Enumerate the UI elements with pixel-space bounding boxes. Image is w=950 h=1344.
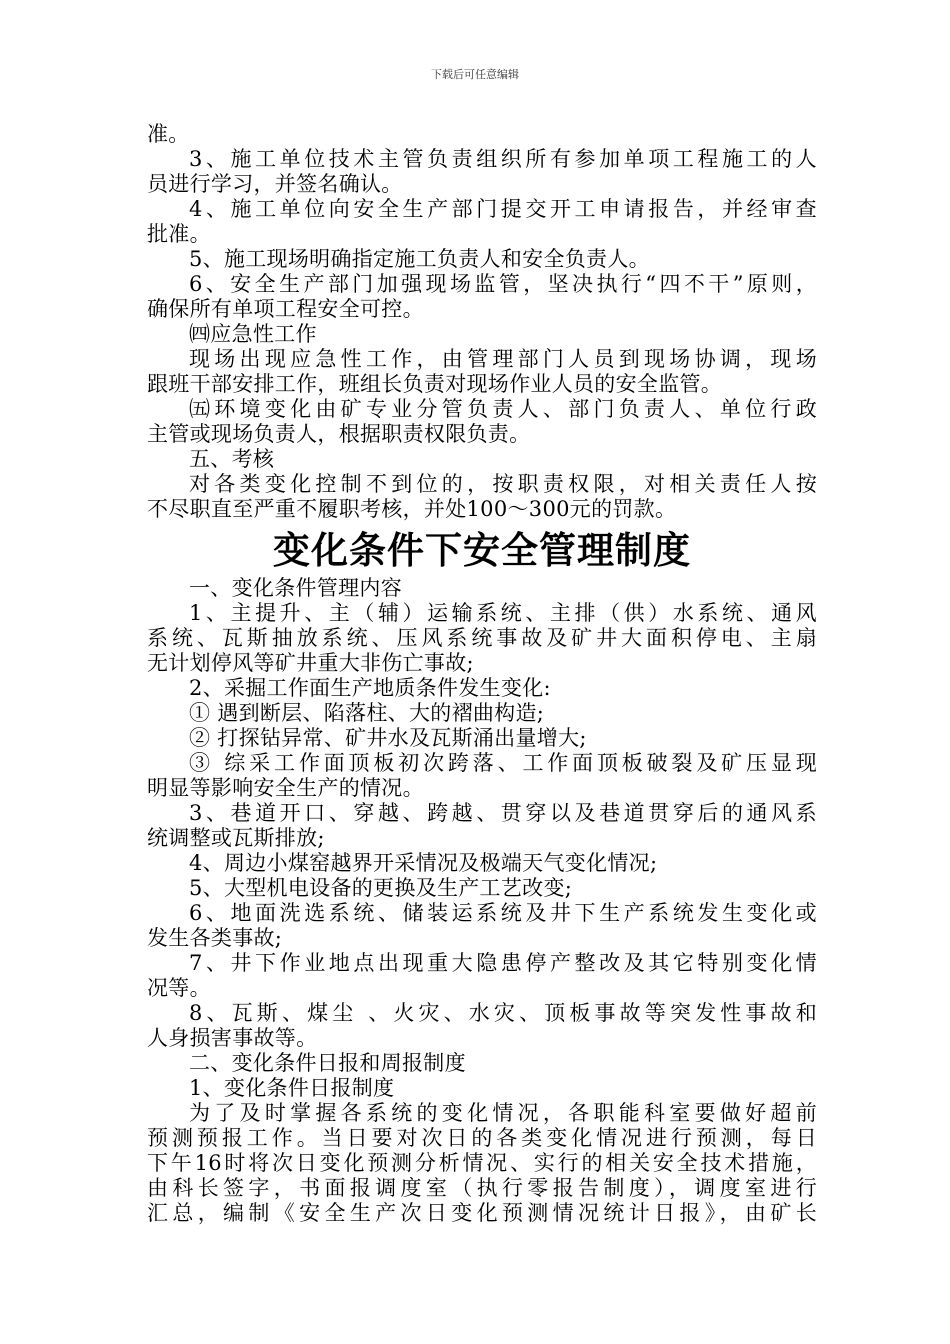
text-line: ㈣应急性工作 — [189, 322, 317, 346]
text-line: 一、变化条件管理内容 — [189, 576, 402, 600]
text-line: 6、安全生产部门加强现场监管，坚决执行“四不干”原则， — [189, 272, 817, 296]
text-line: 二、变化条件日报和周报制度 — [189, 1051, 466, 1075]
text-line: 5、大型机电设备的更换及生产工艺改变; — [189, 876, 573, 900]
document-body — [147, 122, 817, 1226]
text-line: 3、施工单位技术主管负责组织所有参加单项工程施工的人 — [189, 147, 817, 171]
text-line: 系统、瓦斯抽放系统、压风系统事故及矿井大面积停电、主扇 — [147, 626, 817, 650]
header-note: 下载后可任意编辑 — [431, 68, 519, 81]
text-line: 7、井下作业地点出现重大隐患停产整改及其它特别变化情 — [189, 951, 817, 975]
text-line: 由科长签字，书面报调度室（执行零报告制度），调度室进行 — [147, 1176, 817, 1200]
text-line: 对各类变化控制不到位的，按职责权限，对相关责任人按 — [189, 472, 817, 496]
text-line: 现场出现应急性工作，由管理部门人员到现场协调，现场 — [189, 347, 817, 371]
text-line: 1、主提升、主（辅）运输系统、主排（供）水系统、通风 — [189, 601, 817, 625]
text-line: 预测预报工作。当日要对次日的各类变化情况进行预测，每日 — [147, 1126, 817, 1150]
text-line: 批准。 — [147, 222, 211, 246]
text-line: 3、巷道开口、穿越、跨越、贯穿以及巷道贯穿后的通风系 — [189, 801, 817, 825]
document-title: 变化条件下安全管理制度 — [273, 529, 691, 572]
text-line: 明显等影响安全生产的情况。 — [147, 776, 424, 800]
text-line: 主管或现场负责人，根据职责权限负责。 — [147, 422, 531, 446]
text-line: 况等。 — [147, 976, 211, 1000]
section-before-title — [147, 122, 817, 522]
text-line: 无计划停风等矿井重大非伤亡事故; — [147, 651, 474, 675]
text-line: 1、变化条件日报制度 — [189, 1076, 395, 1100]
text-line: ① 遇到断层、陷落柱、大的褶曲构造; — [189, 701, 545, 725]
text-line: 6、地面洗选系统、储装运系统及井下生产系统发生变化或 — [189, 901, 817, 925]
text-line: ㈤环境变化由矿专业分管负责人、部门负责人、单位行政 — [189, 397, 817, 421]
text-line: 五、考核 — [189, 447, 275, 471]
text-line: 发生各类事故; — [147, 926, 283, 950]
text-line: ② 打探钻异常、矿井水及瓦斯涌出量增大; — [189, 726, 587, 750]
text-line: 4、周边小煤窑越界开采情况及极端天气变化情况; — [189, 851, 658, 875]
text-line: 2、采掘工作面生产地质条件发生变化: — [189, 676, 551, 700]
text-line: ③ 综采工作面顶板初次跨落、工作面顶板破裂及矿压显现 — [189, 751, 817, 775]
text-line: 确保所有单项工程安全可控。 — [147, 297, 424, 321]
text-line: 准。 — [147, 122, 190, 146]
text-line: 汇总，编制《安全生产次日变化预测情况统计日报》，由矿长 — [147, 1201, 817, 1225]
text-line: 跟班干部安排工作，班组长负责对现场作业人员的安全监管。 — [147, 372, 723, 396]
section-after-title — [147, 576, 817, 1226]
text-line: 人身损害事故等。 — [147, 1026, 318, 1050]
text-line: 员进行学习，并签名确认。 — [147, 172, 403, 196]
text-line: 4、施工单位向安全生产部门提交开工申请报告，并经审查 — [189, 197, 817, 221]
text-line: 下午16时将次日变化预测分析情况、实行的相关安全技术措施， — [147, 1151, 817, 1175]
text-line: 8、瓦斯、煤尘 、火灾、水灾、顶板事故等突发性事故和 — [189, 1001, 817, 1025]
text-line: 统调整或瓦斯排放; — [147, 826, 325, 850]
text-line: 为了及时掌握各系统的变化情况，各职能科室要做好超前 — [189, 1101, 817, 1125]
text-line: 不尽职直至严重不履职考核，并处100～300元的罚款。 — [147, 497, 677, 521]
text-line: 5、施工现场明确指定施工负责人和安全负责人。 — [189, 247, 650, 271]
